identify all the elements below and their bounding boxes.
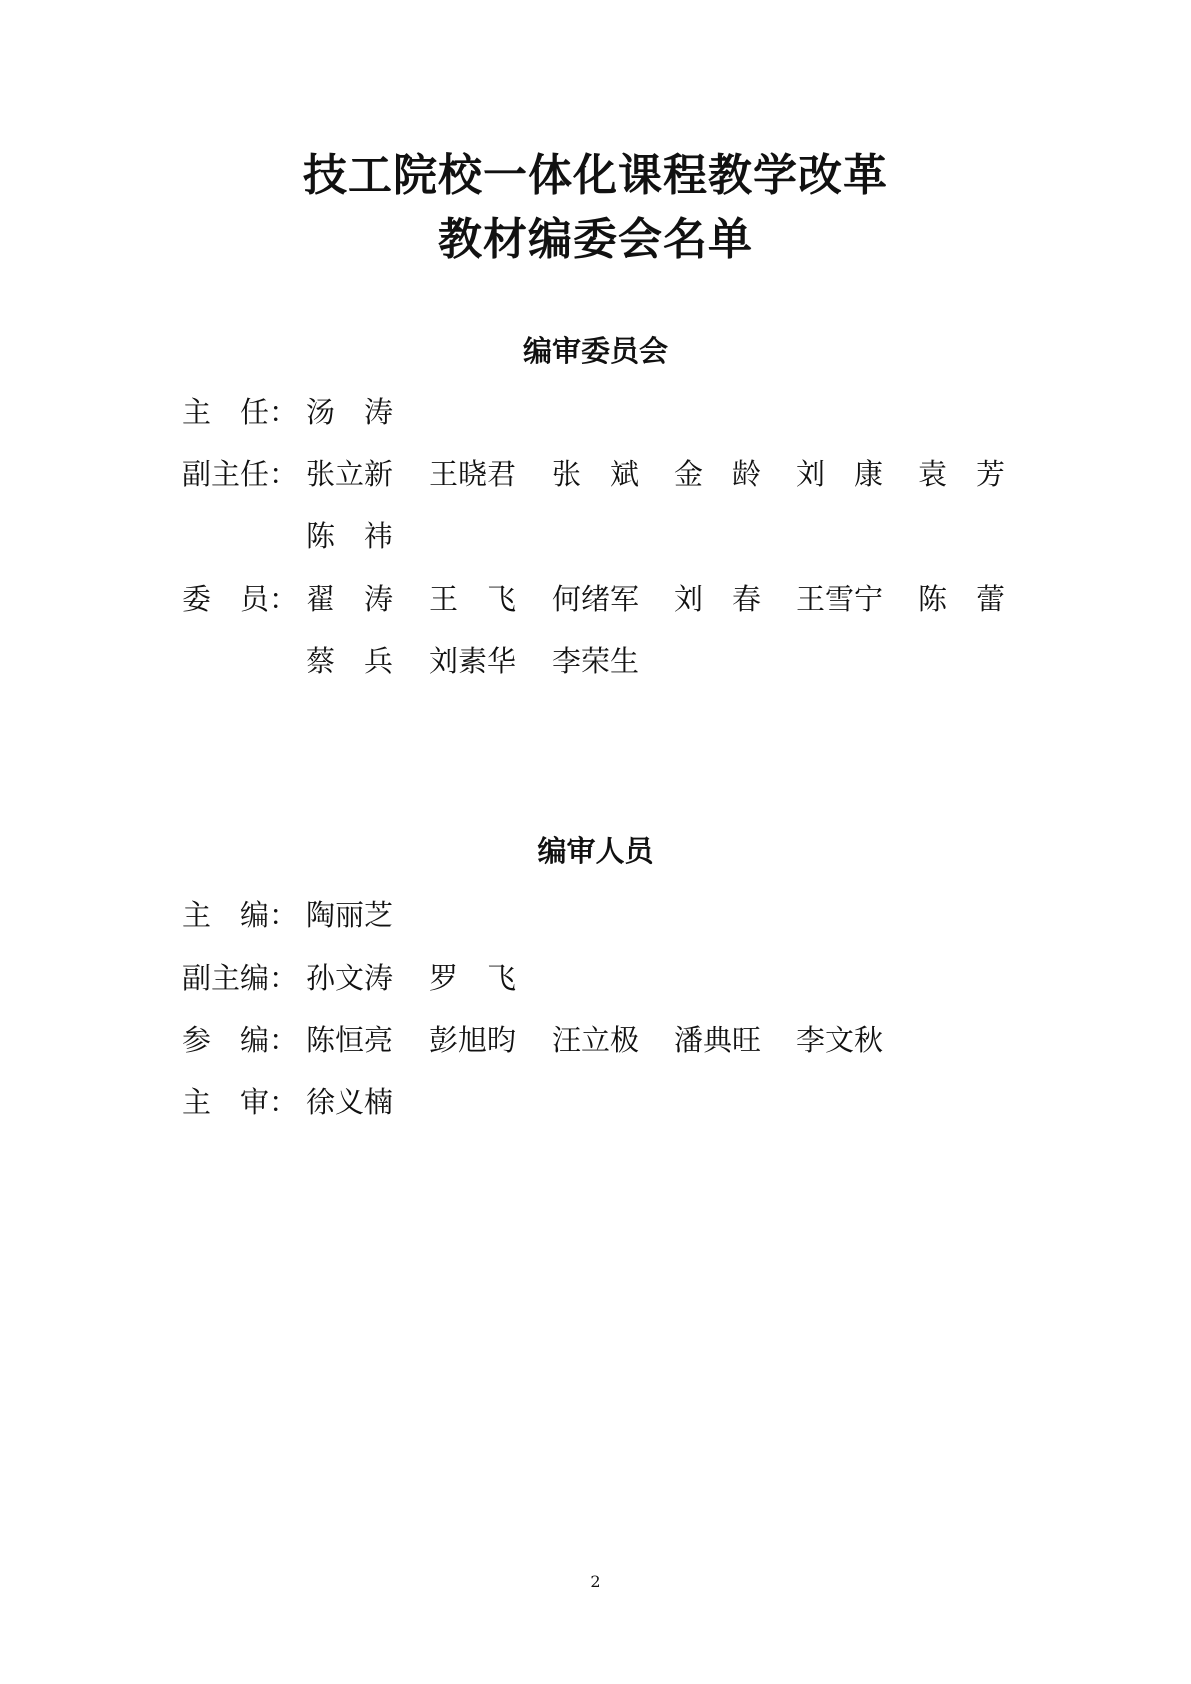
deputy-editor-name: 罗 飞: [429, 961, 517, 995]
deputy-director-name: 陈 祎: [306, 519, 394, 553]
deputy-director-name: 张 斌: [552, 457, 640, 491]
director-name: 汤 涛: [306, 395, 394, 429]
member-name: 陈 蕾: [918, 582, 1006, 616]
member-name: 王雪宁: [796, 582, 884, 616]
contributor-name: 汪立极: [552, 1023, 640, 1057]
contributors-row: [0, 1018, 1191, 1062]
staff-heading: 编审人员: [537, 834, 654, 868]
deputy-director-name: 袁 芳: [918, 457, 1006, 491]
member-name: 何绪军: [552, 582, 640, 616]
committee-heading: 编审委员会: [522, 334, 668, 368]
deputy-directors-row-continued: [0, 514, 1191, 558]
member-name: 翟 涛: [306, 582, 394, 616]
deputy-director-name: 王晓君: [429, 457, 517, 491]
member-name: 王 飞: [429, 582, 517, 616]
title-line-1: 技工院校一体化课程教学改革: [303, 150, 888, 201]
deputy-editor-name: 孙文涛: [306, 961, 394, 995]
director-row: [0, 390, 1191, 434]
members-row-continued: [0, 639, 1191, 683]
contributor-name: 陈恒亮: [306, 1023, 394, 1057]
members-row: [0, 577, 1191, 621]
members-label: 委 员：: [182, 582, 299, 616]
deputy-directors-row: [0, 452, 1191, 496]
contributor-name: 李文秋: [796, 1023, 884, 1057]
deputy-editors-label: 副主编：: [182, 961, 299, 995]
contributor-name: 潘典旺: [674, 1023, 762, 1057]
chief-editor-label: 主 编：: [182, 898, 299, 932]
director-label: 主 任：: [182, 395, 299, 429]
deputy-editors-row: [0, 956, 1191, 1000]
chief-reviewer-name: 徐义楠: [306, 1085, 394, 1119]
title-line-2: 教材编委会名单: [438, 214, 753, 265]
deputy-directors-label: 副主任：: [182, 457, 299, 491]
member-name: 李荣生: [552, 644, 640, 678]
chief-reviewer-label: 主 审：: [182, 1085, 299, 1119]
chief-editor-name: 陶丽芝: [306, 898, 394, 932]
member-name: 蔡 兵: [306, 644, 394, 678]
deputy-director-name: 刘 康: [796, 457, 884, 491]
contributors-label: 参 编：: [182, 1023, 299, 1057]
member-name: 刘 春: [674, 582, 762, 616]
member-name: 刘素华: [429, 644, 517, 678]
deputy-director-name: 金 龄: [674, 457, 762, 491]
page-number: 2: [590, 1572, 601, 1591]
chief-reviewer-row: [0, 1080, 1191, 1124]
contributor-name: 彭旭昀: [429, 1023, 517, 1057]
deputy-director-name: 张立新: [306, 457, 394, 491]
chief-editor-row: [0, 893, 1191, 937]
